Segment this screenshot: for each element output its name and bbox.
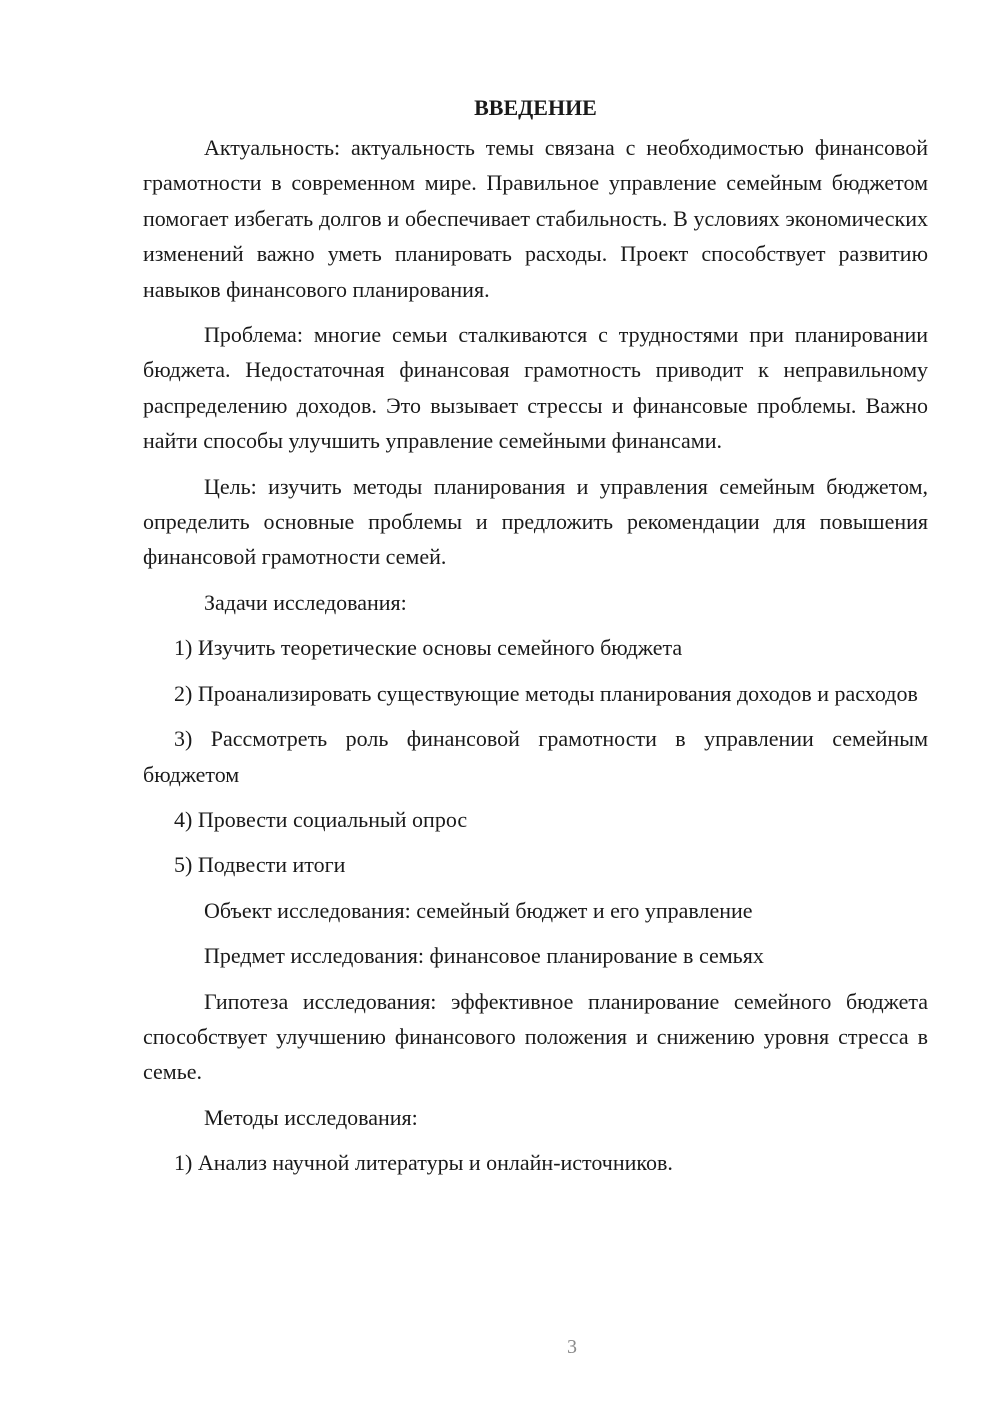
page-number: 3	[567, 1336, 577, 1358]
methods-heading: Методы исследования:	[204, 1104, 418, 1130]
problem-paragraph: Проблема: многие семьи сталкиваются с трудностями при планировании бюджета. Недостаточная финансовая грамотность приводит к неправильному распределению доходов. Это вызывает стрессы и финансовые проблемы. Важно найти способы улучшить управление семейными финансами.	[143, 322, 928, 454]
task-item: 4) Провести социальный опрос	[174, 806, 468, 832]
task-item: 3) Рассмотреть роль финансовой грамотности в управлении семейным бюджетом	[143, 726, 928, 787]
object-paragraph: Объект исследования: семейный бюджет и его управление	[204, 897, 753, 923]
task-item: 2) Проанализировать существующие методы планирования доходов и расходов	[174, 680, 918, 706]
subject-paragraph: Предмет исследования: финансовое планирование в семьях	[204, 943, 764, 969]
page-body	[143, 90, 928, 1191]
method-item: 1) Анализ научной литературы и онлайн-источников.	[174, 1150, 673, 1176]
page-title: ВВЕДЕНИЕ	[474, 95, 597, 120]
tasks-heading: Задачи исследования:	[204, 589, 407, 615]
hypothesis-paragraph: Гипотеза исследования: эффективное планирование семейного бюджета способствует улучшению финансового положения и снижению уровня стресса в семье.	[143, 988, 928, 1085]
task-item: 5) Подвести итоги	[174, 852, 346, 878]
relevance-paragraph: Актуальность: актуальность темы связана с необходимостью финансовой грамотности в современном мире. Правильное управление семейным бюджетом помогает избегать долгов и обеспечивает стабильность. В условиях экономических изменений важно уметь планировать расходы. Проект способствует развитию навыков финансового планирования.	[143, 135, 928, 302]
goal-paragraph: Цель: изучить методы планирования и управления семейным бюджетом, определить основные проблемы и предложить рекомендации для повышения финансовой грамотности семей.	[143, 473, 928, 570]
task-item: 1) Изучить теоретические основы семейного бюджета	[174, 635, 683, 661]
